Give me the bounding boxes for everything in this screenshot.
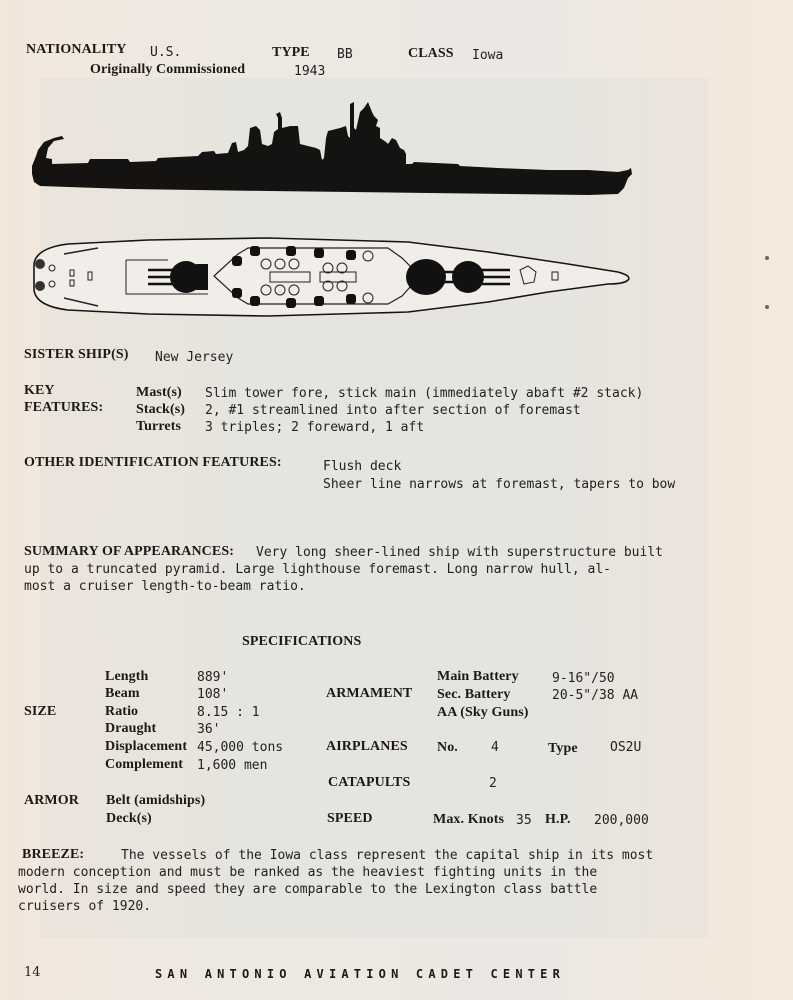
complement-label: Complement — [105, 757, 183, 772]
breeze-line-3: world. In size and speed they are comparable to the Lexington class battle — [18, 882, 598, 897]
hp-label: H.P. — [545, 812, 571, 827]
aa-guns-label: AA (Sky Guns) — [437, 705, 529, 720]
sec-battery-value: 20-5"/38 AA — [552, 688, 639, 703]
class-value: Iowa — [472, 48, 504, 63]
nationality-value: U.S. — [150, 45, 182, 60]
complement-value: 1,600 men — [197, 758, 268, 773]
max-knots-value: 35 — [516, 813, 532, 828]
class-label: CLASS — [408, 46, 454, 61]
ship-deck-plan-icon — [28, 236, 638, 318]
deck-label: Deck(s) — [106, 811, 152, 826]
summary-line-3: most a cruiser length-to-beam ratio. — [24, 579, 306, 594]
breeze-line-4: cruisers of 1920. — [18, 899, 152, 914]
length-value: 889' — [197, 670, 229, 685]
turrets-value: 3 triples; 2 foreward, 1 aft — [205, 420, 425, 435]
breeze-line-1: The vessels of the Iowa class represent the capital ship in its most — [121, 848, 654, 863]
airplanes-no-label: No. — [437, 740, 458, 755]
turrets-label: Turrets — [136, 419, 182, 434]
mast-label: Mast(s) — [136, 385, 182, 400]
other-identification-label: OTHER IDENTIFICATION FEATURES: — [24, 455, 282, 470]
size-label: SIZE — [24, 704, 57, 719]
airplanes-type-value: OS2U — [610, 740, 642, 755]
summary-line-2: up to a truncated pyramid. Large lighthouse foremast. Long narrow hull, al- — [24, 562, 611, 577]
summary-line-1: Very long sheer-lined ship with superstructure built — [256, 545, 663, 560]
summary-label: SUMMARY OF APPEARANCES: — [24, 544, 234, 559]
binder-hole-mark — [765, 256, 769, 260]
catapults-label: CATAPULTS — [328, 775, 411, 790]
speed-label: SPEED — [327, 811, 373, 826]
binder-hole-mark — [765, 305, 769, 309]
other-identification-line-1: Flush deck — [323, 459, 402, 474]
belt-label: Belt (amidships) — [106, 793, 206, 808]
type-label: TYPE — [272, 45, 310, 60]
stack-value: 2, #1 streamlined into after section of foremast — [205, 403, 581, 418]
airplanes-type-label: Type — [548, 741, 578, 756]
specifications-title: SPECIFICATIONS — [242, 634, 362, 649]
commissioned-label: Originally Commissioned — [90, 62, 246, 77]
type-value: BB — [337, 47, 353, 62]
catapults-value: 2 — [489, 776, 497, 791]
breeze-label: BREEZE: — [22, 847, 85, 862]
commissioned-value: 1943 — [294, 64, 326, 79]
draught-label: Draught — [105, 721, 157, 736]
armament-label: ARMAMENT — [326, 686, 413, 701]
ship-profile-silhouette-icon — [28, 98, 638, 200]
sec-battery-label: Sec. Battery — [437, 687, 511, 702]
ratio-label: Ratio — [105, 704, 139, 719]
main-battery-label: Main Battery — [437, 669, 519, 684]
max-knots-label: Max. Knots — [433, 812, 504, 827]
hp-value: 200,000 — [594, 813, 649, 828]
stack-label: Stack(s) — [136, 402, 186, 417]
organization-footer: SAN ANTONIO AVIATION CADET CENTER — [155, 967, 566, 981]
key-features-label-1: KEY — [24, 383, 55, 398]
breeze-line-2: modern conception and must be ranked as the heaviest fighting units in the — [18, 865, 598, 880]
armor-label: ARMOR — [24, 793, 79, 808]
sister-ships-label: SISTER SHIP(S) — [24, 347, 129, 362]
beam-label: Beam — [105, 686, 140, 701]
length-label: Length — [105, 669, 149, 684]
draught-value: 36' — [197, 722, 221, 737]
main-battery-value: 9-16"/50 — [552, 671, 615, 686]
photocopy-shading — [40, 78, 708, 938]
sister-ships-value: New Jersey — [155, 350, 234, 365]
airplanes-no-value: 4 — [491, 740, 499, 755]
key-features-label-2: FEATURES: — [24, 400, 104, 415]
displacement-label: Displacement — [105, 739, 188, 754]
page-number: 14 — [24, 965, 41, 980]
other-identification-line-2: Sheer line narrows at foremast, tapers to bow — [323, 477, 676, 492]
nationality-label: NATIONALITY — [26, 42, 127, 57]
ratio-value: 8.15 : 1 — [197, 705, 260, 720]
displacement-value: 45,000 tons — [197, 740, 284, 755]
mast-value: Slim tower fore, stick main (immediately abaft #2 stack) — [205, 386, 644, 401]
airplanes-label: AIRPLANES — [326, 739, 408, 754]
beam-value: 108' — [197, 687, 229, 702]
